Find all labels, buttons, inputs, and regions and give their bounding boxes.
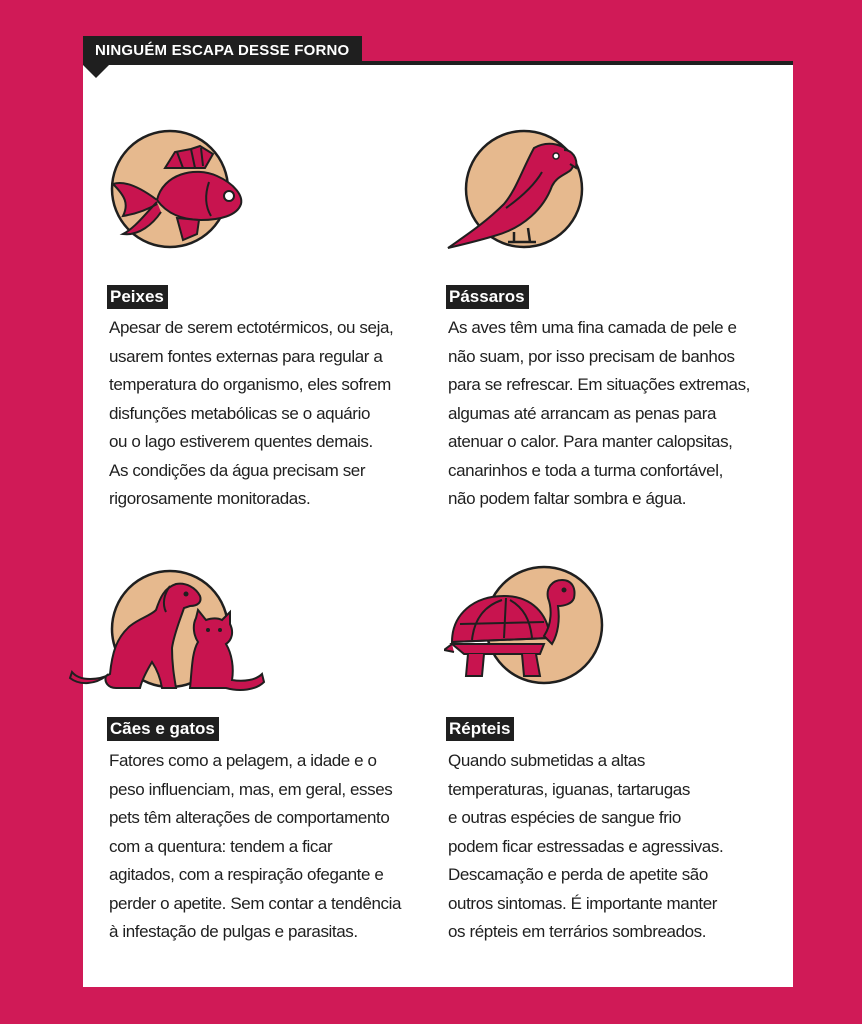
- section-title-passaros: Pássaros: [446, 285, 529, 309]
- section-text-peixes: Apesar de serem ectotérmicos, ou seja, usarem fontes externas para regular a temperatura do organismo, eles sofrem disfunções metabólicas se o aquário ou o lago estiverem quentes demais. As condições da água precisam ser rigorosamente monitoradas.: [109, 318, 394, 508]
- section-title-peixes: Peixes: [107, 285, 168, 309]
- section-text-passaros: As aves têm uma fina camada de pele e não suam, por isso precisam de banhos para se refrescar. Em situações extremas, algumas até arrancam as penas para atenuar o calor. Para manter calopsitas, canarinhos e toda a turma confortável, não podem faltar sombra e água.: [448, 318, 751, 508]
- banner-title: NINGUÉM ESCAPA DESSE FORNO: [83, 36, 362, 65]
- turtle-icon: [444, 558, 609, 697]
- section-text-repteis: Quando submetidas a altas temperaturas, iguanas, tartarugas e outras espécies de sangue frio podem ficar estressadas e agressivas. Descamação e perda de apetite são outros sintomas. É importante manter os répteis em terrários sombreados.: [448, 751, 724, 941]
- section-text-caes-e-gatos: Fatores como a pelagem, a idade e o peso influenciam, mas, em geral, esses pets têm alterações de comportamento com a quentura: tendem a ficar agitados, com a respiração ofegante e perder o apetite. Sem contar a tendência à infestação de pulgas e parasitas.: [109, 751, 402, 941]
- section-title-repteis: Répteis: [446, 717, 514, 741]
- section-title-caes-e-gatos: Cães e gatos: [107, 717, 219, 741]
- banner-pointer: [83, 65, 109, 78]
- dog-and-cat-icon: [60, 564, 270, 699]
- parrot-icon: [444, 124, 589, 259]
- fish-icon: [105, 124, 250, 259]
